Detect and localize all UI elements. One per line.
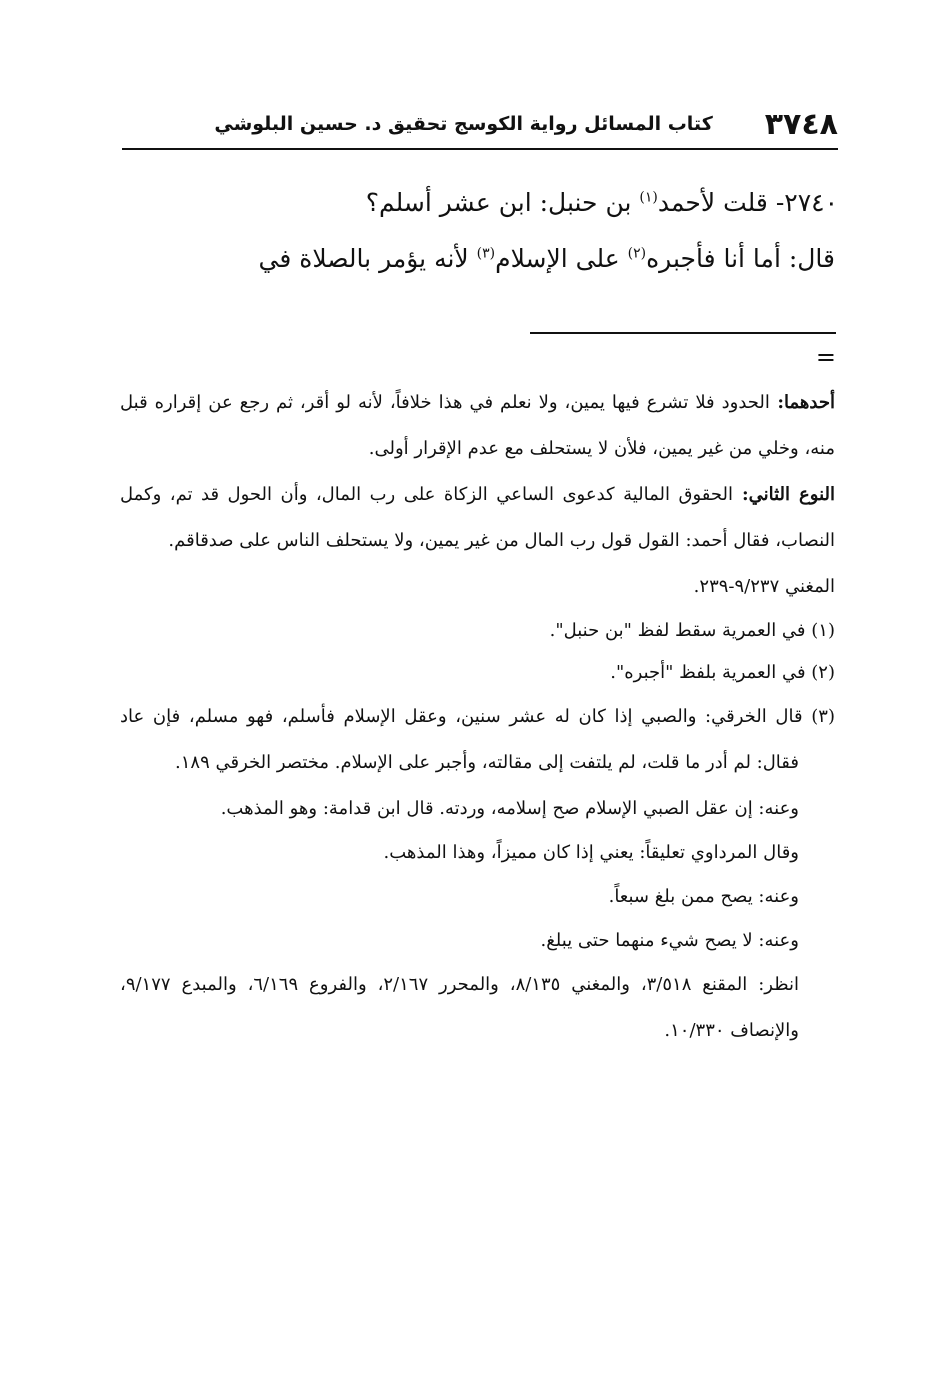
question-text-a: قلت لأحمد [657,188,768,217]
question-number: ٢٧٤٠- [767,188,838,217]
note-1-text: الحدود فلا تشرع فيها يمين، ولا نعلم في هذا خلافاً، لأنه لو أقر، ثم رجع عن إقراره قبل منه، وخلي من غير يمين، فلأن لا يستحلف مع عدم الإقرار أولى. [120,392,835,459]
footnote-3-part-d: وعنه: يصح ممن بلغ سبعاً. [608,886,799,907]
running-title: كتاب المسائل رواية الكوسج تحقيق د. حسين البلوشي [214,113,713,135]
page-header [122,104,838,144]
note-1-lead: أحدهما: [769,392,835,413]
note-2-lead: النوع الثاني: [732,484,835,505]
footnote-ref-3: (٣) [476,245,496,262]
footnote-3-part-e: وعنه: لا يصح شيء منهما حتى يبلغ. [540,930,799,951]
note-2-text: الحقوق المالية كدعوى الساعي الزكاة على رب المال، وأن الحول قد تم، وكمل النصاب، فقال أحمد: القول قول رب المال من غير يمين، ولا يستحلف الناس على صدقاقم. [120,484,835,551]
note-paragraph-3: المغني ٩/٢٣٧-٢٣٩. [693,576,835,597]
page-number: ٣٧٤٨ [764,106,838,142]
footnote-3-part-b: وعنه: إن عقل الصبي الإسلام صح إسلامه، وردته. قال ابن قدامة: وهو المذهب. [220,798,799,819]
question-text-b: بن حنبل: ابن عشر أسلم؟ [365,188,640,217]
answer-text-a: قال: أما أنا فأجبره [646,244,835,273]
answer-text-b: على الإسلام [495,244,628,273]
answer-text-c: لأنه يؤمر بالصلاة في [258,244,477,273]
footnote-1: (١) في العمرية سقط لفظ "بن حنبل". [549,620,835,641]
footnote-3-part-f: انظر: المقنع ٣/٥١٨، والمغني ٨/١٣٥، والمحرر ٢/١٦٧، والفروع ٦/١٦٩، والمبدع ٩/١٧٧، والإنصاف ١٠/٣٣٠. [120,974,799,1041]
footnote-ref-1: (١) [639,189,658,206]
note-paragraph-1 [120,380,835,472]
footnote-3: (٣) قال الخرقي: والصبي إذا كان له عشر سنين، وعقل الإسلام فأسلم، فهو مسلم، فإن عاد فقال: لم أدر ما قلت، لم يلتفت إلى مقالته، وأجبر على الإسلام. مختصر الخرقي ١٨٩. [120,706,835,773]
footnote-separator [530,332,836,334]
answer-line [259,244,836,273]
question-line [366,188,838,217]
footnote-ref-2: (٢) [627,245,647,262]
footnote-2: (٢) في العمرية بلفظ "أجبره". [610,662,835,683]
continuation-mark: = [815,343,836,371]
header-rule [122,148,838,150]
footnote-3-part-c: وقال المرداوي تعليقاً: يعني إذا كان مميزاً، وهذا المذهب. [383,842,799,863]
note-paragraph-2 [120,472,835,564]
footnotes [120,380,835,1054]
